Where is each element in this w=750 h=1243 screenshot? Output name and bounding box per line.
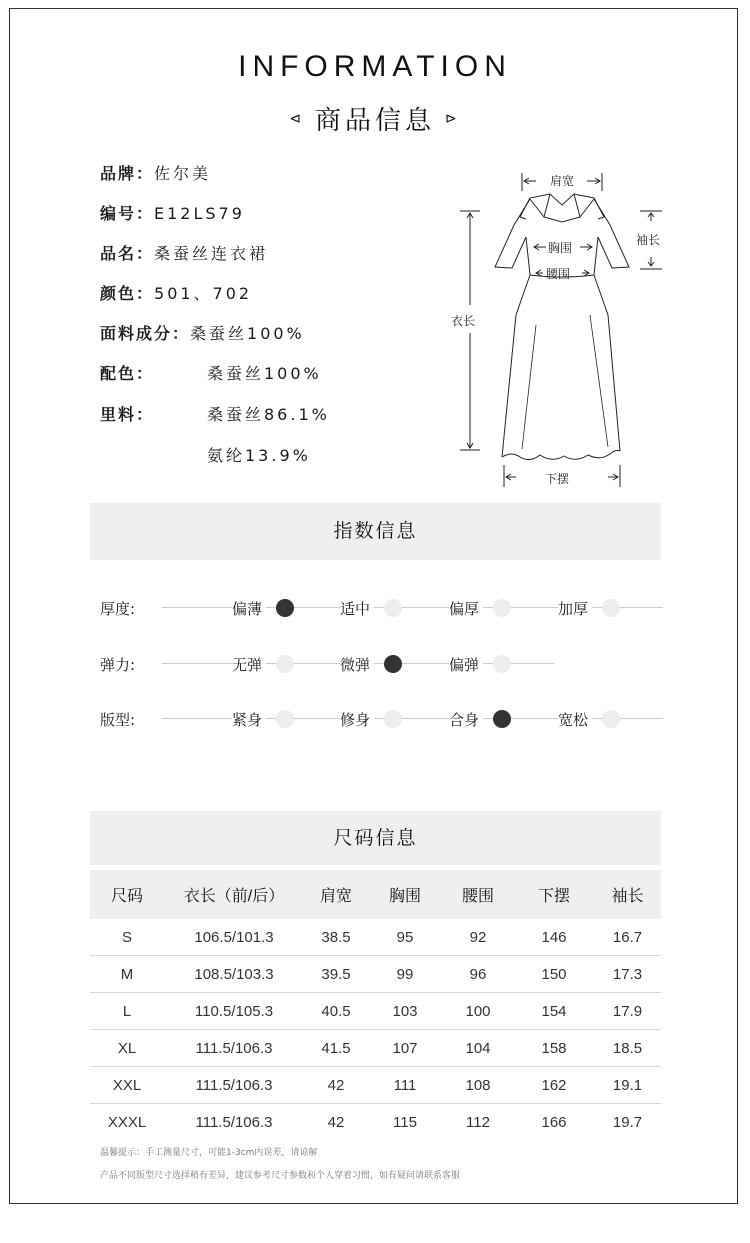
selected-dot-icon [384, 655, 402, 673]
cell-length: 108.5/103.3 [164, 956, 304, 993]
info-value: E12LS79 [154, 204, 245, 223]
table-row [90, 1030, 661, 1067]
info-value: 501、702 [154, 284, 253, 303]
cell-waist: 108 [442, 1067, 514, 1104]
dress-diagram [440, 165, 680, 495]
header-hem: 下摆 [514, 870, 594, 919]
info-row-trim [100, 363, 322, 385]
info-label: 面料成分： [100, 324, 191, 343]
header-size: 尺码 [90, 870, 164, 919]
header-length: 衣长（前/后） [164, 870, 304, 919]
index-option-label: 适中 [340, 598, 374, 619]
cell-shoulder: 40.5 [304, 993, 368, 1030]
title-cn-row [0, 100, 750, 137]
table-row [90, 1104, 661, 1141]
cell-shoulder: 42 [304, 1067, 368, 1104]
info-row-fabric [100, 323, 305, 345]
dot-icon [602, 599, 620, 617]
table-row [90, 993, 661, 1030]
info-value: 桑蚕丝连衣裙 [154, 244, 269, 263]
index-row-label: 弹力: [100, 656, 136, 674]
cell-waist: 92 [442, 919, 514, 956]
info-row-brand [100, 163, 211, 185]
index-option-label: 无弹 [232, 654, 266, 675]
dot-icon [276, 710, 294, 728]
diagram-waist-label: 腰围 [546, 267, 571, 281]
info-row-code [100, 203, 245, 225]
cell-hem: 154 [514, 993, 594, 1030]
index-option-label: 偏薄 [232, 598, 266, 619]
index-option-label: 偏弹 [449, 654, 483, 675]
cell-chest: 103 [368, 993, 442, 1030]
selected-dot-icon [276, 599, 294, 617]
info-value: 桑蚕丝100% [207, 364, 322, 383]
dot-icon [602, 710, 620, 728]
index-option-label: 加厚 [558, 598, 592, 619]
cell-shoulder: 39.5 [304, 956, 368, 993]
dot-icon [384, 599, 402, 617]
info-label: 品牌： [100, 164, 155, 183]
cell-size: S [90, 919, 164, 956]
info-value: 桑蚕丝86.1% [207, 405, 330, 424]
cell-sleeve: 17.3 [594, 956, 661, 993]
index-option-label: 紧身 [232, 709, 266, 730]
info-label: 配色： [100, 364, 155, 383]
index-row-label: 厚度: [100, 600, 136, 618]
left-arrow-icon: ⊲ [289, 111, 305, 127]
cell-hem: 162 [514, 1067, 594, 1104]
header-waist: 腰围 [442, 870, 514, 919]
diagram-sleeve-label: 袖长 [636, 233, 661, 247]
index-row-thickness [100, 596, 670, 620]
cell-sleeve: 19.7 [612, 1113, 643, 1131]
header-chest: 胸围 [368, 870, 442, 919]
index-row-elasticity [100, 652, 670, 676]
dot-icon [493, 655, 511, 673]
info-label: 颜色： [100, 284, 155, 303]
size-table [90, 870, 661, 1140]
dot-icon [493, 599, 511, 617]
cell-sleeve: 16.7 [594, 919, 661, 956]
table-row [90, 956, 661, 993]
info-label: 品名： [100, 244, 155, 263]
cell-chest: 111 [368, 1067, 442, 1104]
cell-chest: 95 [368, 919, 442, 956]
diagram-shoulder-label: 肩宽 [550, 174, 575, 188]
cell-length: 111.5/106.3 [164, 1030, 304, 1067]
note-measurement: 温馨提示：手工测量尺寸，可能1-3cm内误差，请谅解 [100, 1148, 318, 1158]
table-row [90, 919, 661, 956]
title-cn: 商品信息 [314, 106, 435, 136]
info-row-lining-2 [100, 445, 311, 467]
info-label: 编号： [100, 204, 155, 223]
header-shoulder: 肩宽 [304, 870, 368, 919]
cell-length: 106.5/101.3 [164, 919, 304, 956]
cell-length: 111.5/106.3 [164, 1067, 304, 1104]
cell-hem: 150 [514, 956, 594, 993]
cell-hem: 158 [514, 1030, 594, 1067]
info-row-name [100, 243, 268, 265]
cell-shoulder: 41.5 [304, 1030, 368, 1067]
header-sleeve: 袖长 [594, 870, 661, 919]
title-en: INFORMATION [238, 50, 512, 83]
cell-chest: 115 [393, 1113, 417, 1131]
info-value: 氨纶13.9% [207, 446, 311, 465]
cell-size: XL [90, 1030, 164, 1067]
info-row-color [100, 283, 252, 305]
index-option-label: 偏厚 [449, 598, 483, 619]
diagram-hem-label: 下摆 [545, 472, 570, 486]
cell-hem: 146 [514, 919, 594, 956]
cell-size: XXXL [107, 1113, 147, 1131]
cell-sleeve: 17.9 [594, 993, 661, 1030]
selected-dot-icon [493, 710, 511, 728]
index-row-fit [100, 707, 670, 731]
cell-length: 110.5/105.3 [164, 993, 304, 1030]
cell-waist: 100 [442, 993, 514, 1030]
cell-size: L [90, 993, 164, 1030]
table-row [90, 1067, 661, 1104]
cell-length: 111.5/106.3 [195, 1113, 273, 1131]
cell-size: M [90, 956, 164, 993]
cell-waist: 104 [442, 1030, 514, 1067]
info-value: 佐尔美 [154, 164, 212, 183]
size-section-title: 尺码信息 [90, 811, 661, 865]
cell-waist: 96 [442, 956, 514, 993]
cell-chest: 107 [368, 1030, 442, 1067]
index-option-label: 微弹 [340, 654, 374, 675]
right-arrow-icon: ⊳ [445, 111, 461, 127]
cell-sleeve: 19.1 [594, 1067, 661, 1104]
cell-shoulder: 38.5 [304, 919, 368, 956]
info-row-lining [100, 404, 330, 426]
index-option-label: 合身 [449, 709, 483, 730]
index-section-title: 指数信息 [90, 503, 661, 560]
diagram-length-label: 衣长 [451, 314, 476, 328]
cell-chest: 99 [368, 956, 442, 993]
cell-shoulder: 42 [327, 1113, 345, 1131]
dot-icon [276, 655, 294, 673]
dot-icon [384, 710, 402, 728]
index-option-label: 宽松 [558, 709, 592, 730]
info-value: 桑蚕丝100% [190, 324, 305, 343]
cell-sleeve: 18.5 [594, 1030, 661, 1067]
cell-hem: 166 [541, 1113, 567, 1131]
note-fit-advice: 产品不同版型尺寸选择稍有差异，建议参考尺寸参数和个人穿着习惯，如有疑问请联系客服 [100, 1171, 461, 1181]
index-row-label: 版型: [100, 711, 136, 729]
size-table-header [90, 870, 661, 919]
diagram-chest-label: 胸围 [548, 241, 573, 255]
index-option-label: 修身 [340, 709, 374, 730]
info-label: 里料： [100, 405, 155, 424]
cell-size: XXL [90, 1067, 164, 1104]
cell-waist: 112 [466, 1113, 490, 1131]
